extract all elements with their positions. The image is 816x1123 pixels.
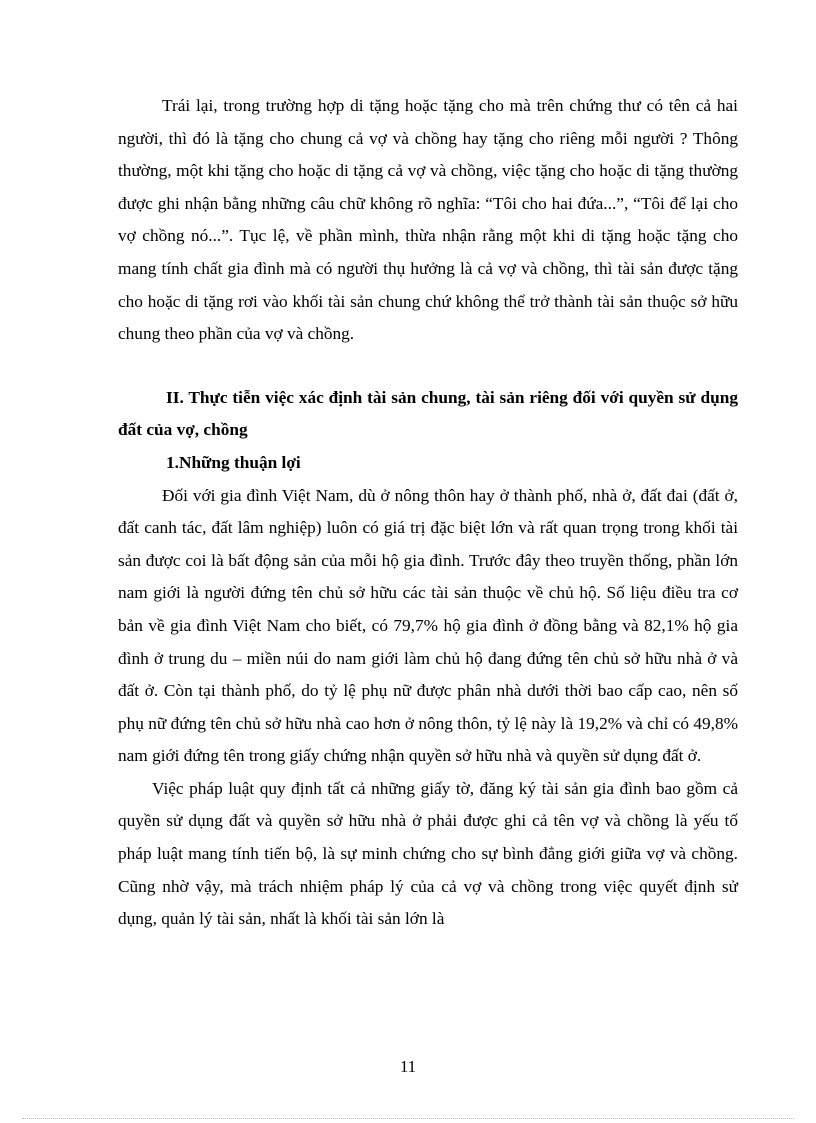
section-spacer xyxy=(118,351,738,382)
paragraph-gift-to-spouses: Trái lại, trong trường hợp di tặng hoặc tặng cho mà trên chứng thư có tên cả hai người, thì đó là tặng cho chung cả vợ và chồng hay tặng cho riêng mỗi người ? Thông thường, một khi tặng cho hoặc di tặng cả vợ và chồng, việc tặng cho hoặc di tặng thường được ghi nhận bằng những câu chữ không rõ nghĩa: “Tôi cho hai đứa...”, “Tôi để lại cho vợ chồng nó...”. Tục lệ, về phần mình, thừa nhận rằng một khi di tặng hoặc tặng cho mang tính chất gia đình mà có người thụ hưởng là cả vợ và chồng, thì tài sản được tặng cho hoặc di tặng rơi vào khối tài sản chung chứ không thể trở thành tài sản thuộc sở hữu chung theo phần của vợ và chồng. xyxy=(118,96,738,344)
subsection-heading: 1.Những thuận lợi xyxy=(166,452,301,472)
page-bottom-divider xyxy=(22,1118,794,1119)
page-number: 11 xyxy=(399,1057,417,1076)
paragraph-advantages: Đối với gia đình Việt Nam, dù ở nông thôn hay ở thành phố, nhà ở, đất đai (đất ở, đất canh tác, đất lâm nghiệp) luôn có giá trị đặc biệt lớn và rất quan trọng trong khối tài sản được coi là bất động sản của mỗi hộ gia đình. Trước đây theo truyền thống, phần lớn nam giới là người đứng tên chủ sở hữu các tài sản thuộc về chủ hộ. Số liệu điều tra cơ bản về gia đình Việt Nam cho biết, có 79,7% hộ gia đình ở đồng bằng và 82,1% hộ gia đình ở trung du – miền núi do nam giới làm chủ hộ đang đứng tên chủ sở hữu nhà ở và đất ở. Còn tại thành phố, do tỷ lệ phụ nữ được phân nhà dưới thời bao cấp cao, nên số phụ nữ đứng tên chủ sở hữu nhà cao hơn ở nông thôn, tỷ lệ này là 19,2% và chỉ có 49,8% nam giới đứng tên trong giấy chứng nhận quyền sở hữu nhà và quyền sử dụng đất ở. xyxy=(118,485,738,766)
section-heading: II. Thực tiễn việc xác định tài sản chung, tài sản riêng đối với quyền sử dụng đất của vợ, chồng xyxy=(118,387,738,440)
paragraph-legal-registration: Việc pháp luật quy định tất cả những giấy tờ, đăng ký tài sản gia đình bao gồm cả quyền sử dụng đất và quyền sở hữu nhà ở phải được ghi cả tên vợ và chồng là yếu tố pháp luật mang tính tiến bộ, là sự minh chứng cho sự bình đẳng giới giữa vợ và chồng. Cũng nhờ vậy, mà trách nhiệm pháp lý của cả vợ và chồng trong việc quyết định sử dụng, quản lý tài sản, nhất là khối tài sản lớn là xyxy=(118,778,738,929)
document-body xyxy=(118,90,738,936)
